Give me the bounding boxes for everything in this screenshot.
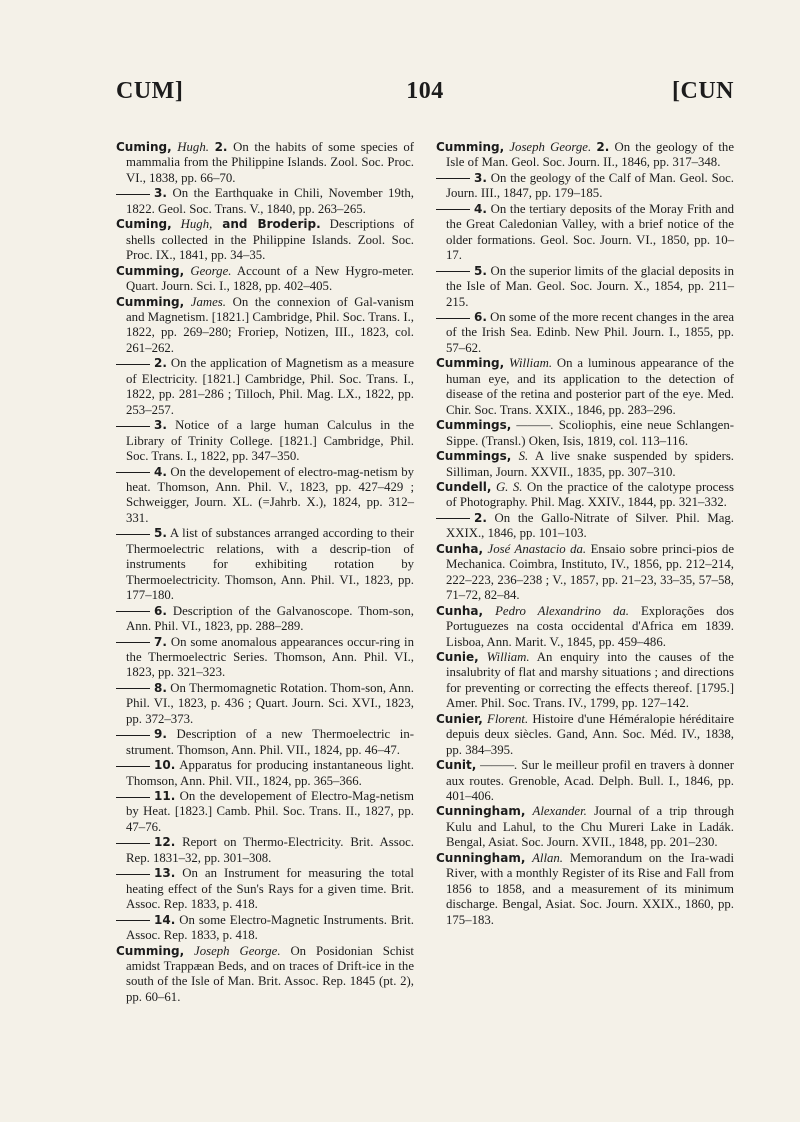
page-number: 104 xyxy=(406,78,444,104)
author-forename: Florent. xyxy=(487,711,529,726)
entry-text: On some of the more recent changes in the area of the Irish Sea. Edinb. New Phil. Journ. I., 1855, pp. 57–62. xyxy=(446,309,734,355)
entry-number: 2. xyxy=(474,510,487,525)
entry-number: 9. xyxy=(154,727,167,742)
ditto-dash xyxy=(116,797,150,798)
ditto-dash xyxy=(116,766,150,767)
author-surname: Cunningham, xyxy=(436,804,526,819)
bibliography-entry xyxy=(116,604,414,635)
entry-text: Memorandum on the Ira-wadi River, with a monthly Register of its Rise and Fall from 1856 to 1858, and a measurement of its minimum discharge. Bengal, Asiat. Soc. Journ. XXIX., 1860, pp. 175–183. xyxy=(446,850,735,927)
author-forename: Pedro Alexandrino da. xyxy=(495,603,629,618)
entry-text: On the developement of Electro-Mag-netism by Heat. [1823.] Camb. Phil. Soc. Trans. II., 1827, pp. 47–76. xyxy=(126,789,414,834)
author-surname: Cunningham, xyxy=(436,850,526,865)
bibliography-entry xyxy=(116,264,414,295)
ditto-dash xyxy=(116,364,150,365)
ditto-dash xyxy=(116,194,150,195)
bibliography-entry xyxy=(436,356,734,418)
entry-number: 2. xyxy=(154,356,167,371)
ditto-dash xyxy=(436,318,470,319)
entry-text: On some Electro-Magnetic Instruments. Brit. Assoc. Rep. 1833, p. 418. xyxy=(126,912,414,943)
entry-text: On the superior limits of the glacial deposits in the Isle of Man. Geol. Soc. Journ. X., 1854, pp. 211–215. xyxy=(446,263,734,309)
author-forename: Alexander. xyxy=(532,804,587,819)
bibliography-entry xyxy=(436,418,734,449)
entry-number: 10. xyxy=(154,758,176,773)
bibliography-entry xyxy=(116,465,414,527)
entry-text: On the tertiary deposits of the Moray Frith and the Great Caledonian Valley, with a brief notice of the older formations. Geol. Soc. Journ. VI., 1850, pp. 10–17. xyxy=(446,201,734,263)
author-forename: José Anastacio da. xyxy=(487,541,587,556)
author-surname: Cunie, xyxy=(436,649,479,664)
ditto-dash xyxy=(116,874,150,875)
header-right: [CUN xyxy=(672,78,734,104)
bibliography-entry xyxy=(116,758,414,789)
author-surname: Cunha, xyxy=(436,541,484,556)
entry-number: 3. xyxy=(154,418,167,433)
author-surname: Cuming, xyxy=(116,217,172,232)
author-forename: George. xyxy=(190,263,232,278)
entry-text: Explorações dos Portuguezes na costa occidental d'Africa em 1839. Lisboa, Ann. Marit. V., 1845, pp. 459–486. xyxy=(446,603,734,649)
columns xyxy=(116,140,734,1005)
author-surname: Cumming, xyxy=(116,263,185,278)
entry-text: Account of a New Hygro-meter. Quart. Journ. Sci. I., 1828, pp. 402–405. xyxy=(126,263,415,294)
entry-number: 6. xyxy=(474,309,487,324)
entry-text: Ensaio sobre princi-pios de Mechanica. Coimbra, Instituto, IV., 1856, pp. 212–214, 222–223, 236–238 ; V., 1857, pp. 21–23, 33–35, 57–58, 71–72, 82–84. xyxy=(446,541,735,603)
bibliography-entry xyxy=(436,264,734,310)
bibliography-entry xyxy=(116,681,414,727)
entry-number: 5. xyxy=(154,526,167,541)
author-surname: Cundell, xyxy=(436,479,492,494)
bibliography-entry xyxy=(436,650,734,712)
author-surname: Cunit, xyxy=(436,758,477,773)
entry-text: A list of substances arranged according to their Thermoelectric relations, with a descrip-tion of instruments for exhibiting rotation by Thermoelectricity. Thomson, Ann. Phil. VI., 1823, pp. 177–180. xyxy=(126,526,414,603)
ditto-dash xyxy=(116,735,150,736)
entry-text: Description of the Galvanoscope. Thom-son, Ann. Phil. VI., 1823, pp. 288–289. xyxy=(126,603,414,634)
author-surname: Cuming, xyxy=(116,140,172,154)
author-forename: James. xyxy=(190,294,226,309)
bibliography-entry xyxy=(116,789,414,835)
entry-number: 8. xyxy=(154,680,167,695)
entry-text: Description of a new Thermoelectric in-strument. Thomson, Ann. Phil. VII., 1824, pp. 46–47. xyxy=(126,727,414,757)
bibliography-entry xyxy=(116,835,414,866)
entry-text: On the practice of the calotype process of Photography. Phil. Mag. XXIV., 1844, pp. 321–332. xyxy=(446,479,734,510)
entry-number: 12. xyxy=(154,835,176,850)
left-column xyxy=(116,140,414,1005)
bibliography-entry xyxy=(436,202,734,264)
entry-text: On Posidonian Schist amidst Trappæan Beds, and on traces of Drift-ice in the south of the Isle of Man. Brit. Assoc. Rep. 1845 (pt. 2), pp. 60–61. xyxy=(126,943,414,1004)
author-surname: Cunier, xyxy=(436,711,483,726)
entry-text: A live snake suspended by spiders. Silliman, Journ. XXVII., 1835, pp. 307–310. xyxy=(446,449,735,479)
author-surname: Cunha, xyxy=(436,603,484,618)
bibliography-entry xyxy=(436,804,734,850)
entry-text: On the geology of the Calf of Man. Geol. Soc. Journ. III., 1847, pp. 179–185. xyxy=(446,170,734,201)
entry-text: Journal of a trip through Kulu and Lahul, to the Chu Mureri Lake in Ladák. Bengal, Asiat. Soc. Journ. XVII., 1848, pp. 201–230. xyxy=(446,804,734,850)
entry-text: On an Instrument for measuring the total heating effect of the Sun's Rays for a given time. Brit. Assoc. Rep. 1833, p. 418. xyxy=(126,866,414,912)
ditto-dash xyxy=(116,534,150,535)
author-forename: G. S. xyxy=(495,479,523,494)
entry-number: 3. xyxy=(474,170,487,185)
author-forename: ———. xyxy=(480,758,518,773)
author-forename: Joseph George. xyxy=(194,943,281,958)
bibliography-entry xyxy=(116,418,414,464)
entry-text: On the geology of the Isle of Man. Geol. Soc. Journ. II., 1846, pp. 317–348. xyxy=(446,140,734,170)
bibliography-entry xyxy=(116,944,414,1006)
author-forename: Hugh, xyxy=(180,217,213,232)
bibliography-entry xyxy=(436,604,734,650)
bibliography-entry xyxy=(116,866,414,912)
entry-number: 4. xyxy=(474,201,487,216)
bibliography-entry xyxy=(436,310,734,356)
entry-text: Notice of a large human Calculus in the Library of Trinity College. [1821.] Cambridge, Phil. Soc. Trans. I., 1822, pp. 347–350. xyxy=(126,418,414,464)
entry-number: 13. xyxy=(154,866,176,881)
bibliography-entry xyxy=(436,449,734,480)
entry-text: Sur le meilleur profil en travers à donner aux routes. Grenoble, Acad. Delph. Bull. I., 1846, pp. 401–406. xyxy=(446,758,734,804)
bibliography-entry xyxy=(436,140,734,171)
entry-number: 6. xyxy=(154,603,167,618)
bibliography-entry xyxy=(116,913,414,944)
header-left: CUM] xyxy=(116,78,184,104)
entry-text: An enquiry into the causes of the insalubrity of flat and marshy situations ; and directions for preventing or correcting the effects thereof. [1795.] Amer. Phil. Soc. Trans. IV., 1799, pp. 127–142. xyxy=(446,649,734,711)
author-surname: Cumming, xyxy=(436,140,505,154)
right-column xyxy=(436,140,734,1005)
author-forename: Joseph George. xyxy=(509,140,592,154)
author-forename: William. xyxy=(486,649,530,664)
entry-text: On the Gallo-Nitrate of Silver. Phil. Mag. XXIX., 1846, pp. 101–103. xyxy=(446,510,734,541)
author-forename: Allan. xyxy=(532,850,564,865)
bibliography-entry xyxy=(436,480,734,511)
entry-text: Apparatus for producing instantaneous light. Thomson, Ann. Phil. VII., 1824, pp. 365–366. xyxy=(126,758,414,788)
bibliography-entry xyxy=(116,526,414,603)
bibliography-entry xyxy=(116,140,414,186)
entry-text: On a luminous appearance of the human eye, and its application to the detection of disease of the retina and posterior part of the eye. Med. Chir. Soc. Trans. XXIX., 1846, pp. 283–296. xyxy=(446,356,734,417)
bibliography-entry xyxy=(436,542,734,604)
author-forename: William. xyxy=(509,356,553,371)
page-header xyxy=(116,78,734,108)
entry-number: 3. xyxy=(154,186,167,201)
ditto-dash xyxy=(436,209,470,210)
bibliography-entry xyxy=(116,727,414,758)
entry-number: 2. xyxy=(596,140,610,154)
entry-text: Histoire d'une Héméralopie héréditaire depuis deux siècles. Gand, Ann. Soc. Méd. IV., 1838, pp. 384–395. xyxy=(446,711,735,757)
author-surname: Cummings, xyxy=(436,418,512,433)
entry-text: On some anomalous appearances occur-ring in the Thermoelectric Series. Thomson, Ann. Phil. VI., 1823, pp. 321–323. xyxy=(126,634,414,680)
entry-text: Report on Thermo-Electricity. Brit. Assoc. Rep. 1831–32, pp. 301–308. xyxy=(126,835,414,865)
ditto-dash xyxy=(116,426,150,427)
entry-text: Scoliophis, eine neue Schlangen-Sippe. (Transl.) Oken, Isis, 1819, col. 113–116. xyxy=(446,418,734,448)
bibliography-entry xyxy=(436,758,734,804)
entry-text: Descriptions of shells collected in the Philippine Islands. Zool. Soc. Proc. IX., 1841, pp. 34–35. xyxy=(126,217,414,263)
author-surname: Cumming, xyxy=(116,294,185,309)
bibliography-entry xyxy=(436,851,734,928)
ditto-dash xyxy=(436,518,470,519)
ditto-dash xyxy=(116,688,150,689)
entry-text: On the habits of some species of mammalia from the Philippine Islands. Zool. Soc. Proc. VI., 1838, pp. 66–70. xyxy=(126,140,414,185)
entry-text: On the developement of electro-mag-netism by heat. Thomson, Ann. Phil. V., 1823, pp. 427–429 ; Schweigger, Journ. XL. (=Jahrb. X.), 1824, pp. 312–331. xyxy=(126,464,414,525)
bibliography-entry xyxy=(436,511,734,542)
author-forename: S. xyxy=(518,449,529,464)
author-surname: Cumming, xyxy=(116,943,185,958)
author-forename: Hugh. xyxy=(177,140,209,154)
entry-text: On the application of Magnetism as a measure of Electricity. [1821.] Cambridge, Phil. Soc. Trans. I., 1822, pp. 281–286 ; Tilloch, Phil. Mag. LX., 1822, pp. 253–257. xyxy=(126,356,414,417)
bibliography-entry xyxy=(116,186,414,217)
author-forename: ———. xyxy=(516,418,554,433)
entry-number: 14. xyxy=(154,912,176,927)
ditto-dash xyxy=(116,920,150,921)
entry-text: On the Earthquake in Chili, November 19th, 1822. Geol. Soc. Trans. V., 1840, pp. 263–265. xyxy=(126,186,414,216)
entry-number: 7. xyxy=(154,634,167,649)
ditto-dash xyxy=(116,611,150,612)
entry-number: 11. xyxy=(154,789,176,804)
bibliography-entry xyxy=(116,217,414,263)
entry-number: 4. xyxy=(154,464,167,479)
bibliography-entry xyxy=(116,635,414,681)
ditto-dash xyxy=(436,178,470,179)
bibliography-entry xyxy=(436,712,734,758)
ditto-dash xyxy=(116,472,150,473)
ditto-dash xyxy=(116,642,150,643)
author-surname: Cumming, xyxy=(436,356,505,371)
entry-text: On Thermomagnetic Rotation. Thom-son, Ann. Phil. VI., 1823, p. 436 ; Quart. Journ. Sci. XVI., 1823, pp. 372–373. xyxy=(126,680,414,726)
author-surname: Cummings, xyxy=(436,449,512,464)
entry-number: 5. xyxy=(474,263,487,278)
coauthor: and Broderip. xyxy=(212,217,321,232)
bibliography-entry xyxy=(436,171,734,202)
entry-number: 2. xyxy=(214,140,228,154)
ditto-dash xyxy=(436,271,470,272)
bibliography-entry xyxy=(116,295,414,357)
bibliography-entry xyxy=(116,356,414,418)
entry-text: On the connexion of Gal-vanism and Magnetism. [1821.] Cambridge, Phil. Soc. Trans. I., 1822, pp. 269–280; Froriep, Notizen, III., 1823, col. 261–262. xyxy=(126,294,415,355)
ditto-dash xyxy=(116,843,150,844)
